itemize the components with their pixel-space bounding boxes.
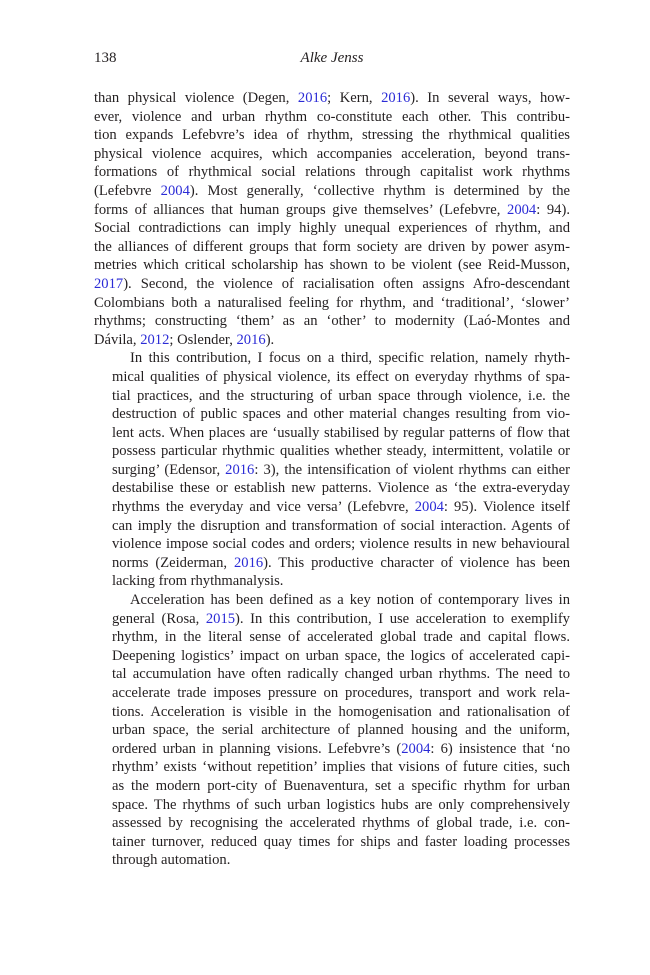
page-number: 138 — [94, 50, 117, 66]
text-line: norms (Zeiderman, 2016). This productive character of violence has been — [112, 554, 570, 571]
citation-year-link[interactable]: 2004 — [507, 201, 537, 218]
paragraph-3 — [94, 591, 570, 870]
text-line: 2017). Second, the violence of racialisation often assigns Afro-descendant — [94, 275, 570, 292]
citation-year-link[interactable]: 2004 — [160, 182, 190, 199]
text-line: physical violence acquires, which accompanies acceleration, beyond trans- — [94, 145, 570, 162]
text-line: ever, violence and urban rhythm co-constitute each other. This contribu- — [94, 108, 570, 125]
citation-year-link[interactable]: 2016 — [297, 90, 328, 106]
citation-year-link[interactable]: 2015 — [205, 610, 236, 627]
paragraph-1 — [94, 89, 570, 349]
text-line: as the modern port-city of Buenaventura, set a specific rhythm for urban — [112, 777, 570, 794]
text-line: tainer turnover, reduced quay times for ships and faster loading processes — [112, 833, 570, 850]
text-line: space. The rhythms of such urban logistics hubs are only comprehensively — [112, 796, 570, 813]
text-line: tions. Acceleration is visible in the homogenisation and rationalisation of — [112, 703, 570, 720]
text-line: Dávila, 2012; Oslender, 2016). — [94, 331, 275, 348]
text-line: violence impose social codes and orders; violence results in new behavioural — [112, 536, 570, 553]
text-line: In this contribution, I focus on a third, specific relation, namely rhyth- — [130, 350, 570, 367]
text-line: destabilise these or establish new patterns. Violence as ‘the extra-everyday — [112, 480, 570, 497]
text-line: than physical violence (Degen, 2016; Kern, 2016). In several ways, how- — [94, 90, 570, 106]
text-line: formations of rhythmical social relations through capitalist work rhythms — [94, 164, 570, 181]
citation-year-link[interactable]: 2016 — [381, 90, 411, 106]
text-line: accelerate trade imposes pressure on procedures, transport and work rela- — [112, 685, 570, 701]
text-line: rhythm’ exists ‘without repetition’ implies that visions of future cities, such — [112, 759, 570, 776]
text-line: Acceleration has been defined as a key notion of contemporary lives in — [130, 592, 570, 609]
text-line: tion expands Lefebvre’s idea of rhythm, stressing the rhythmical qualities — [94, 127, 570, 144]
text-line: the alliances of different groups that form society are driven by power asym- — [94, 238, 570, 255]
citation-year-link[interactable]: 2012 — [140, 331, 170, 348]
citation-year-link[interactable]: 2016 — [225, 461, 255, 478]
text-line: Colombians both a naturalised feeling for rhythm, and ‘traditional’, ‘slower’ — [94, 294, 570, 311]
text-line: Social contradictions can imply highly unequal experiences of rhythm, and — [94, 220, 570, 237]
body-text — [94, 89, 570, 870]
text-line: mical qualities of physical violence, its effect on everyday rhythms of spa- — [112, 368, 570, 385]
text-line: (Lefebvre 2004). Most generally, ‘collective rhythm is determined by the — [94, 182, 571, 199]
text-line: urban space, the serial architecture of planned housing and the uniform, — [112, 722, 570, 739]
citation-year-link[interactable]: 2016 — [233, 554, 264, 571]
text-line: can imply the disruption and transformation of social interaction. Agents of — [112, 517, 570, 534]
text-line: tial practices, and the structuring of urban space through violence, i.e. the — [112, 387, 570, 404]
text-line: through automation. — [112, 852, 231, 869]
text-line: ordered urban in planning visions. Lefebvre’s (2004: 6) insistence that ‘no — [112, 740, 570, 757]
text-line: rhythm, in the literal sense of accelerated global trade and capital flows. — [112, 629, 570, 646]
text-line: general (Rosa, 2015). In this contribution, I use acceleration to exemplify — [112, 610, 570, 627]
text-line: Deepening logistics’ impact on urban space, the logics of accelerated capi- — [112, 647, 570, 664]
text-line: surging’ (Edensor, 2016: 3), the intensification of violent rhythms can either — [112, 461, 570, 478]
text-line: forms of alliances that human groups give themselves’ (Lefebvre, 2004: 94). — [94, 201, 570, 218]
citation-year-link[interactable]: 2004 — [414, 499, 444, 516]
text-line: lent acts. When places are ‘usually stabilised by regular patterns of flow that — [112, 424, 570, 441]
paragraph-2 — [94, 349, 570, 591]
text-line: destruction of public spaces and other material changes resulting from vio- — [112, 406, 570, 423]
citation-year-link[interactable]: 2016 — [236, 331, 266, 348]
running-head-author: Alke Jenss — [300, 50, 364, 66]
text-line: rhythms the everyday and vice versa’ (Lefebvre, 2004: 95). Violence itself — [112, 499, 570, 516]
text-line: possess particular rhythmic qualities whether steady, intermittent, volatile or — [112, 443, 570, 460]
text-line: rhythms; constructing ‘them’ as an ‘other’ to modernity (Laó-Montes and — [94, 313, 570, 330]
citation-year-link[interactable]: 2017 — [94, 275, 124, 292]
page-header — [94, 50, 570, 70]
text-line: lacking from rhythmanalysis. — [112, 573, 284, 590]
text-line: assessed by recognising the accelerated rhythms of global trade, i.e. con- — [112, 815, 570, 832]
text-line: tal accumulation have often radically changed urban rhythms. The need to — [112, 666, 570, 683]
text-line: metries which critical scholarship has shown to be violent (see Reid-Musson, — [94, 257, 570, 274]
citation-year-link[interactable]: 2004 — [401, 740, 431, 757]
